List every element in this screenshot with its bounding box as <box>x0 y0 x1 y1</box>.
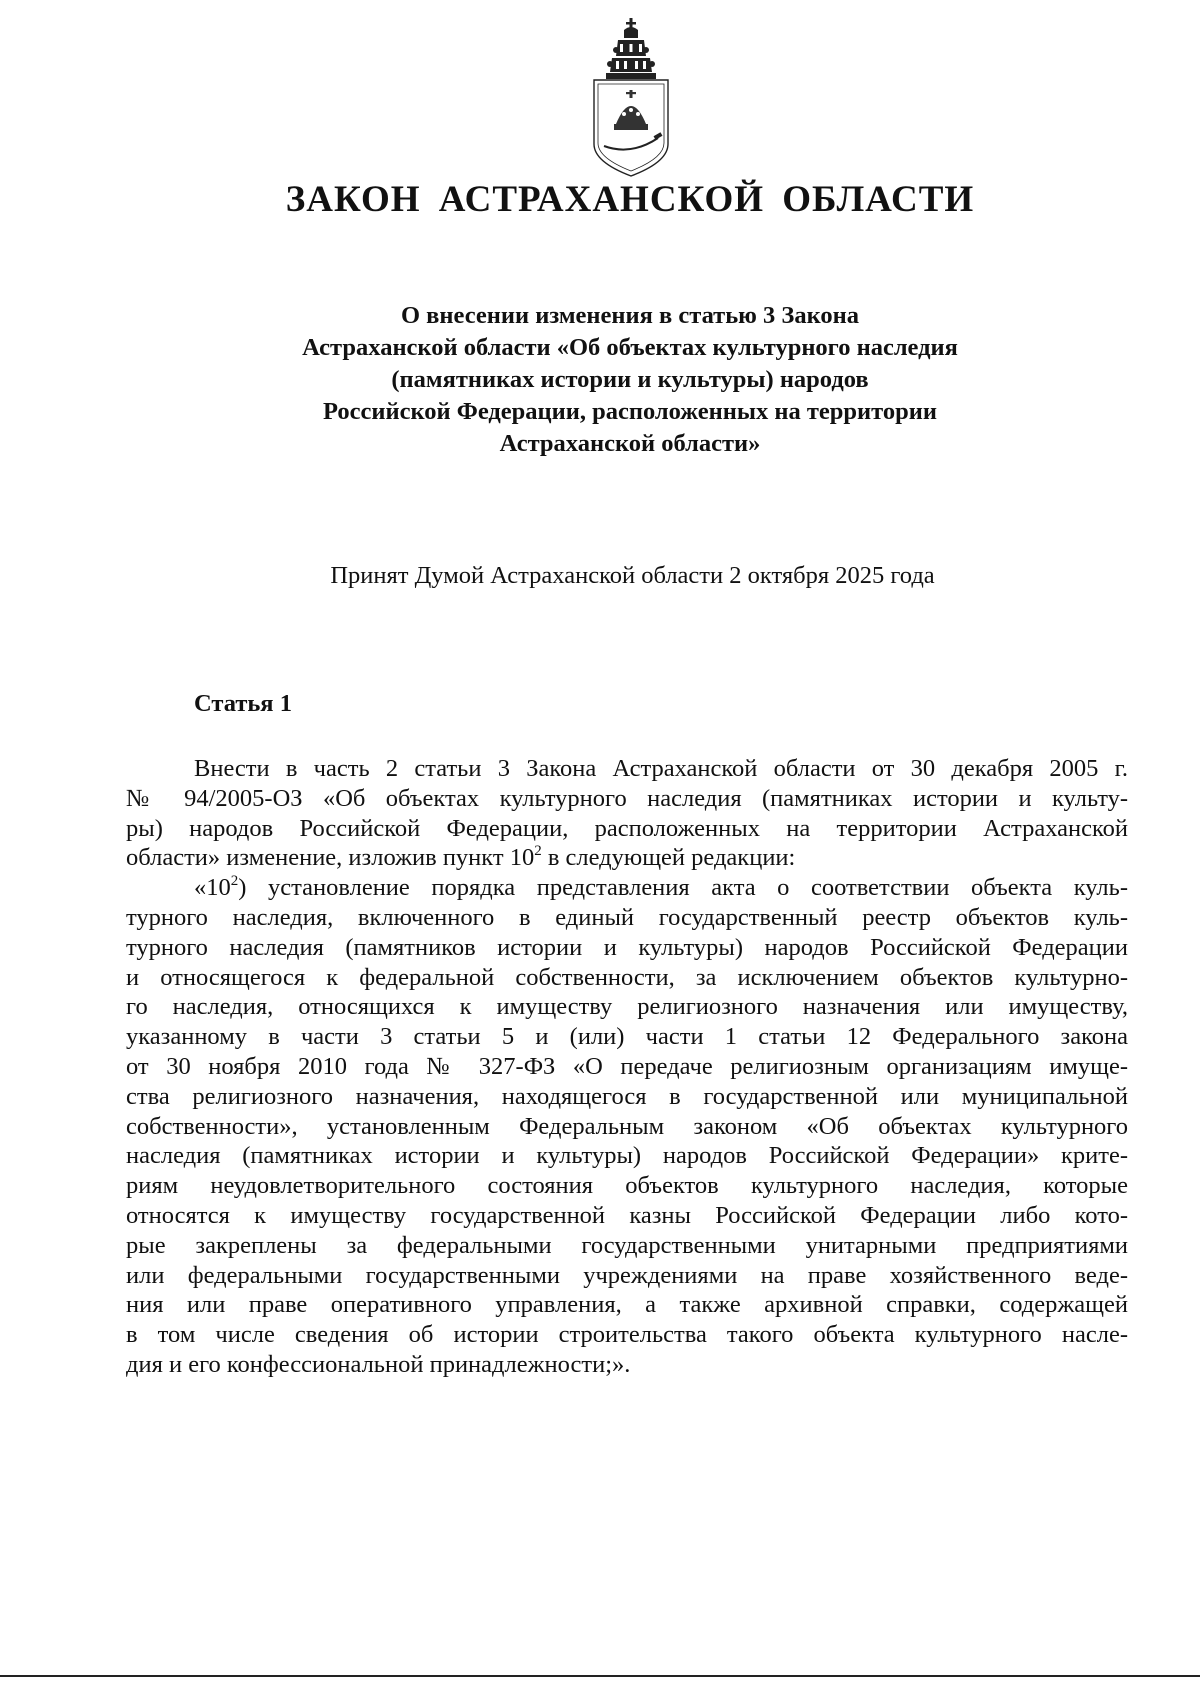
paragraph-line <box>126 873 1128 903</box>
text-run: области» изменение, изложив пункт 10 <box>126 844 535 872</box>
paragraph-line: относятся к имуществу государственной казны Российской Федерации либо кото- <box>126 1201 1128 1229</box>
subject-line: (памятниках истории и культуры) народов <box>391 366 869 393</box>
article-heading: Статья 1 <box>194 690 292 717</box>
paragraph-line: в том числе сведения об истории строительства такого объекта культурного насле- <box>126 1321 1128 1349</box>
paragraph-line: рые закреплены за федеральными государственными унитарными предприятиями <box>126 1231 1128 1259</box>
paragraph-line: и относящегося к федеральной собственности, за исключением объектов культурно- <box>126 963 1128 991</box>
paragraph-line: Внести в часть 2 статьи 3 Закона Астраханской области от 30 декабря 2005 г. <box>194 755 1128 782</box>
subject-line: Российской Федерации, расположенных на территории <box>323 398 937 425</box>
superscript: 2 <box>230 873 239 890</box>
paragraph-line <box>126 843 1128 873</box>
paragraph-line: наследия (памятниках истории и культуры) народов Российской Федерации» крите- <box>126 1142 1128 1170</box>
paragraph-line: го наследия, относящихся к имуществу религиозного назначения или имуществу, <box>126 993 1128 1021</box>
superscript: 2 <box>534 843 542 860</box>
paragraph-line: от 30 ноября 2010 года № 327-ФЗ «О передаче религиозным организациям имуще- <box>126 1052 1128 1080</box>
subject-line: Астраханской области «Об объектах культурного наследия <box>302 334 958 361</box>
law-subject <box>200 300 1060 460</box>
subject-line: Астраханской области» <box>499 430 761 457</box>
footer-divider <box>0 1675 1200 1677</box>
law-title: ЗАКОН АСТРАХАНСКОЙ ОБЛАСТИ <box>285 179 975 220</box>
paragraph-line: ния или праве оперативного управления, а также архивной справки, содержащей <box>126 1291 1128 1319</box>
article-body <box>126 754 1128 1380</box>
text-run: ) установление порядка представления акта о соответствии объекта куль- <box>238 874 1128 902</box>
text-run: «10 <box>194 874 231 902</box>
subject-line: О внесении изменения в статью 3 Закона <box>401 302 859 329</box>
paragraph-line: № 94/2005-ОЗ «Об объектах культурного наследия (памятниках истории и культу- <box>126 784 1128 812</box>
coat-of-arms-emblem <box>588 16 674 178</box>
paragraph-line: турного наследия, включенного в единый государственный реестр объектов куль- <box>126 903 1128 931</box>
paragraph-line: собственности», установленным Федеральным законом «Об объектах культурного <box>126 1112 1128 1140</box>
adoption-statement: Принят Думой Астраханской области 2 октября 2025 года <box>330 562 935 589</box>
paragraph-line: или федеральными государственными учреждениями на праве хозяйственного веде- <box>126 1261 1128 1289</box>
paragraph-line: риям неудовлетворительного состояния объектов культурного наследия, которые <box>126 1172 1128 1200</box>
paragraph-line: ства религиозного назначения, находящегося в государственной или муниципальной <box>126 1082 1128 1110</box>
paragraph-line: указанному в части 3 статьи 5 и (или) части 1 статьи 12 Федерального закона <box>126 1023 1128 1051</box>
paragraph-line: дия и его конфессиональной принадлежности;». <box>126 1350 631 1378</box>
paragraph-line: ры) народов Российской Федерации, расположенных на территории Астраханской <box>126 814 1128 842</box>
paragraph-line: турного наследия (памятников истории и культуры) народов Российской Федерации <box>126 933 1128 961</box>
text-run: в следующей редакции: <box>541 844 796 872</box>
